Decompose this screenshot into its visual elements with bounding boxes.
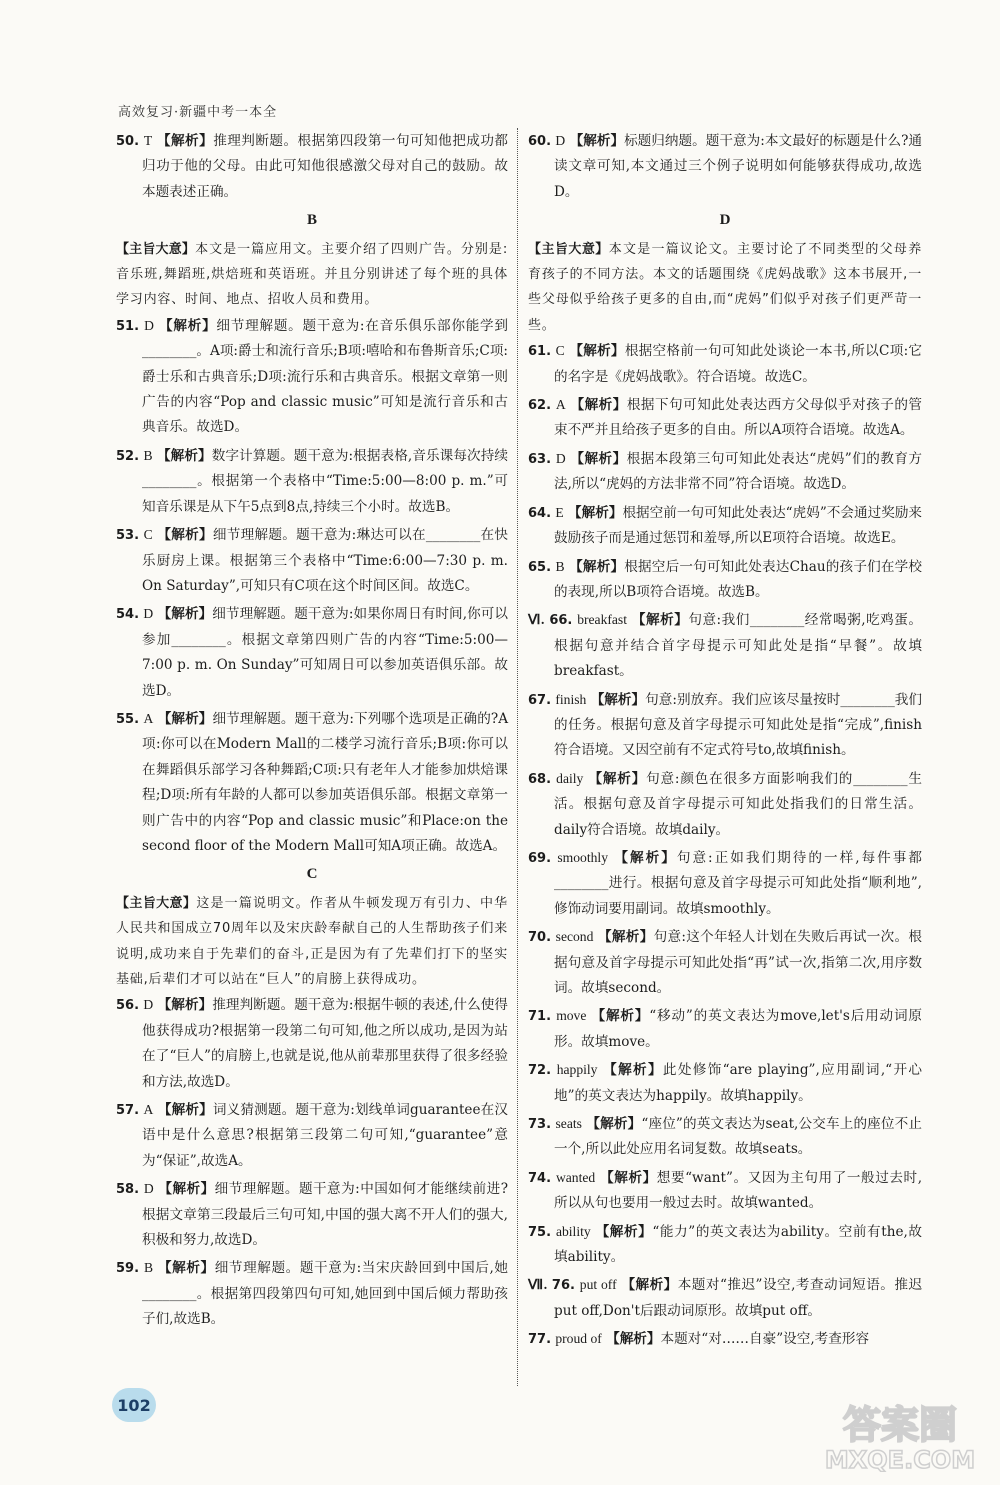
analysis-tag: 【解析】 (157, 1260, 215, 1277)
answer-item (116, 706, 508, 859)
explanation-text: “能力”的英文表达为ability。空前有the,故填ability。 (554, 1223, 923, 1266)
answer-item (528, 845, 922, 922)
answer-key: second (555, 929, 594, 945)
question-number: 71. (528, 1009, 552, 1025)
answer-key: E (555, 504, 564, 520)
analysis-tag: 【解析】 (157, 606, 213, 623)
section-heading: D (719, 212, 731, 229)
question-number: 54. (116, 607, 140, 623)
answer-key: wanted (555, 1169, 596, 1185)
answer-key: put off (579, 1277, 617, 1293)
explanation-text: 细节理解题。题干意为:琳达可以在________在快乐厨房上课。根据第三个表格中“Time:6:00—7:30 p. m. On Saturday”,可知只有C项在这个时间区间。故选C。 (142, 527, 508, 594)
passage-summary (116, 891, 508, 993)
analysis-tag: 【解析】 (569, 343, 625, 360)
explanation-text: 推理判断题。根据第四段第一句可知他把成功都归功于他的父母。由此可知他很感激父母对自己的鼓励。故本题表述正确。 (142, 133, 509, 200)
analysis-tag: 【解析】 (569, 558, 625, 575)
analysis-tag: 【解析】 (568, 504, 623, 521)
answer-key: proud of (555, 1331, 602, 1347)
answer-item (528, 1111, 922, 1163)
explanation-text: 词义猜测题。题干意为:划线单词guarantee在汉语中是什么意思?根据第三段第二句可知,“guarantee”意为“保证”,故选A。 (142, 1102, 508, 1169)
analysis-tag: 【解析】 (591, 1008, 650, 1025)
answer-key: D (143, 1181, 154, 1197)
analysis-tag: 【解析】 (586, 1116, 642, 1133)
question-number: 73. (528, 1117, 552, 1133)
explanation-text: 标题归纳题。题干意为:本文最好的标题是什么?通读文章可知,本文通过三个例子说明如何能够获得成功,故选D。 (554, 133, 922, 200)
answer-key: B (143, 1260, 154, 1276)
summary-tag: 【主旨大意】 (528, 241, 609, 257)
question-number: 52. (116, 448, 140, 464)
part-numeral: Ⅵ. (528, 612, 545, 628)
question-number: 64. (528, 505, 552, 521)
part-numeral: Ⅶ. (528, 1277, 548, 1293)
analysis-tag: 【解析】 (157, 1102, 213, 1119)
explanation-text: “座位”的英文表达为seat,公交车上的座位不止一个,所以此处应用名词复数。故填seats。 (554, 1116, 922, 1158)
passage-summary (528, 237, 922, 339)
explanation-text: 根据空前一句可知此处表达“虎妈”不会通过奖励来鼓励孩子而是通过惩罚和羞辱,所以E项符合语境。故选E。 (554, 504, 923, 547)
explanation-text: 本题对“对……自豪”设空,考查形容 (660, 1331, 870, 1348)
answer-item (116, 992, 508, 1095)
answer-item (116, 128, 508, 205)
explanation-text: “移动”的英文表达为move,let's后用动词原形。故填move。 (554, 1008, 922, 1050)
analysis-tag: 【解析】 (159, 317, 217, 334)
answer-item (528, 554, 922, 606)
explanation-text: 此处修饰“are playing”,应用副词,“开心地”的英文表达为happily。故填happily。 (554, 1062, 922, 1104)
answer-key: D (144, 317, 154, 333)
analysis-tag: 【解析】 (631, 612, 689, 629)
explanation-text: 想要“want”。又因为主句用了一般过去时,所以从句也要用一般过去时。故填wanted。 (554, 1169, 923, 1212)
answer-item (528, 392, 922, 444)
watermark-top: 答案圈 (842, 1403, 958, 1447)
explanation-text: 推理判断题。题干意为:根据牛顿的表述,什么使得他获得成功?根据第一段第二句可知,他之所以成功,是因为站在了“巨人”的肩膀上,也就是说,他从前辈那里获得了很多经验和方法,故选D。 (142, 997, 508, 1090)
explanation-text: 数字计算题。题干意为:根据表格,音乐课每次持续________。根据第一个表格中“Time:5:00—8:00 p. m.”可知音乐课是从下午5点到8点,持续三个小时。故选B。 (142, 447, 509, 515)
explanation-text: 句意:别放弃。我们应该尽量按时________我们的任务。根据句意及首字母提示可知此处是指“完成”,finish符合语境。又因空前有不定式符号to,故填finish。 (554, 691, 922, 759)
summary-tag: 【主旨大意】 (116, 895, 197, 911)
answer-key: A (143, 710, 154, 726)
analysis-tag: 【解析】 (603, 1062, 663, 1079)
summary-text: 这是一篇说明文。作者从牛顿发现万有引力、中华人民共和国成立70周年以及宋庆龄奉献自己的人生帮助孩子们来说明,成功来自于先辈们的奋斗,正是因为有了先辈们打下的坚实基础,后辈们才可以站在“巨人”的肩膀上获得成功。 (116, 895, 508, 987)
answer-item (528, 338, 922, 390)
question-number: 70. (528, 930, 552, 946)
analysis-tag: 【解析】 (156, 447, 212, 464)
answer-item (528, 1165, 922, 1217)
question-number: 77. (528, 1332, 552, 1348)
question-number: 60. (528, 134, 552, 149)
column-divider (517, 128, 518, 1386)
answer-item (528, 128, 922, 205)
question-number: 76. (551, 1278, 575, 1294)
explanation-text: 细节理解题。题干意为:当宋庆龄回到中国后,她________。根据第四段第四句可知,她回到中国后倾力帮助孩子们,故选B。 (142, 1260, 508, 1328)
question-number: 72. (528, 1063, 552, 1079)
section-heading: B (306, 212, 317, 229)
analysis-tag: 【解析】 (157, 997, 213, 1014)
question-number: 75. (528, 1224, 552, 1240)
question-number: 69. (528, 850, 552, 866)
analysis-tag: 【解析】 (570, 397, 627, 414)
explanation-text: 句意:颜色在很多方面影响我们的________生活。根据句意及首字母提示可知此处指我们的日常生活。daily符合语境。故填daily。 (554, 770, 922, 838)
answer-key: seats (555, 1116, 582, 1132)
answer-item (528, 500, 922, 552)
explanation-text: 细节理解题。题干意为:中国如何才能继续前进?根据文章第三段最后三句可知,中国的强大离不开人们的强大,积极和努力,故选D。 (142, 1181, 508, 1249)
question-number: 53. (116, 528, 140, 544)
answer-key: breakfast (577, 612, 628, 628)
answer-key: daily (556, 770, 584, 786)
answer-key: D (555, 133, 566, 148)
analysis-tag: 【解析】 (570, 450, 627, 467)
answer-item (116, 1176, 508, 1253)
answer-key: B (555, 558, 565, 574)
explanation-text: 根据本段第三句可知此处表达“虎妈”们的教育方法,所以“虎妈的方法非常不同”符合语境。故选D。 (554, 450, 922, 493)
question-number: 67. (528, 692, 552, 708)
summary-text: 本文是一篇议论文。主要讨论了不同类型的父母养育孩子的不同方法。本文的话题围绕《虎妈战歌》这本书展开,一些父母似乎给孩子更多的自由,而“虎妈”们似乎对孩子们更严苛一些。 (528, 241, 922, 333)
answer-item (528, 766, 922, 843)
section-heading: C (306, 866, 318, 883)
passage-summary (116, 237, 508, 313)
explanation-text: 细节理解题。题干意为:下列哪个选项是正确的?A项:你可以在Modern Mall的二楼学习流行音乐;B项:你可以在舞蹈俱乐部学习各种舞蹈;C项:只有老年人才能参加烘焙课程;D项:所有年龄的人都可以参加英语俱乐部。根据文章第一则广告中的内容“Pop and classic music”和Place:on the second floor of the Modern Mall可知A项正确。故选A。 (142, 710, 509, 854)
explanation-text: 细节理解题。题干意为:如果你周日有时间,你可以参加________。根据文章第四则广告的内容“Time:5:00—7:00 p. m. On Sunday”可知周日可以参加英语俱乐部。故选D。 (142, 606, 508, 699)
watermark-logo (800, 1392, 990, 1472)
answer-key: B (143, 447, 153, 463)
question-number: 65. (528, 559, 552, 575)
analysis-tag: 【解析】 (598, 929, 654, 946)
analysis-tag: 【解析】 (588, 770, 647, 787)
question-number: 57. (116, 1103, 140, 1119)
analysis-tag: 【解析】 (595, 1223, 653, 1240)
summary-text: 本文是一篇应用文。主要介绍了四则广告。分别是:音乐班,舞蹈班,烘焙班和英语班。并且分别讲述了每个班的具体学习内容、时间、地点、招收人员和费用。 (116, 241, 508, 308)
answer-key: C (555, 343, 565, 359)
answer-key: move (556, 1008, 587, 1024)
analysis-tag: 【解析】 (590, 691, 646, 708)
watermark-bottom: MXQE.COM (824, 1446, 976, 1472)
answer-item (528, 1272, 922, 1324)
left-column (116, 128, 508, 1335)
answer-key: T (143, 133, 153, 148)
question-number: 55. (116, 711, 140, 727)
answer-item (116, 313, 508, 441)
answer-item (528, 1219, 922, 1271)
answer-item (528, 1003, 922, 1055)
analysis-tag: 【解析】 (158, 1181, 215, 1198)
answer-item (116, 601, 508, 704)
question-number: 66. (549, 613, 573, 629)
explanation-text: 句意:这个年轻人计划在失败后再试一次。根据句意及首字母提示可知此处指“再”试一次,指第二次,用序数词。故填second。 (554, 929, 922, 996)
answer-key: ability (555, 1223, 591, 1239)
answer-item (116, 443, 508, 520)
question-number: 62. (528, 398, 552, 414)
explanation-text: 细节理解题。题干意为:在音乐俱乐部你能学到________。A项:爵士和流行音乐;B项:嘻哈和布鲁斯音乐;C项:爵士乐和古典音乐;D项:流行乐和古典音乐。根据文章第一则广告的内容“Pop and classic music”可知是流行音乐和古典音乐。故选D。 (142, 317, 508, 436)
answer-key: smoothly (557, 849, 608, 865)
analysis-tag: 【解析】 (606, 1331, 661, 1348)
analysis-tag: 【解析】 (157, 710, 213, 727)
question-number: 74. (528, 1170, 552, 1186)
question-number: 51. (116, 318, 140, 334)
answer-key: A (555, 397, 566, 413)
answer-item (528, 446, 922, 498)
question-number: 58. (116, 1182, 140, 1198)
page-number-badge: 102 (112, 1388, 156, 1422)
running-header: 高效复习·新疆中考一本全 (118, 105, 278, 120)
question-number: 59. (116, 1261, 140, 1277)
answer-item (528, 607, 922, 684)
explanation-text: 本题对“推迟”设空,考查动词短语。推迟put off,Don't后跟动词原形。故填put off。 (554, 1277, 923, 1319)
explanation-text: 句意:我们________经常喝粥,吃鸡蛋。根据句意并结合首字母提示可知此处是指“早餐”。故填breakfast。 (554, 612, 923, 680)
answer-key: happily (556, 1062, 598, 1078)
answer-item (116, 1097, 508, 1174)
answer-key: D (143, 997, 154, 1013)
question-number: 61. (528, 344, 552, 360)
answer-item (528, 687, 922, 764)
analysis-tag: 【解析】 (614, 849, 677, 866)
explanation-text: 句意:正如我们期待的一样,每件事都________进行。根据句意及首字母提示可知此处指“顺利地”,修饰动词要用副词。故填smoothly。 (554, 849, 923, 917)
answer-item (116, 522, 508, 599)
question-number: 68. (528, 771, 552, 787)
answer-key: A (143, 1102, 154, 1118)
answer-key: finish (555, 691, 587, 707)
explanation-text: 根据下句可知此处表达西方父母似乎对孩子的管束不严并且给孩子更多的自由。所以A项符合语境。故选A。 (554, 397, 923, 439)
analysis-tag: 【解析】 (156, 133, 214, 149)
answer-key: D (143, 606, 154, 622)
right-column (528, 128, 922, 1355)
analysis-tag: 【解析】 (569, 133, 625, 149)
explanation-text: 根据空格前一句可知此处谈论一本书,所以C项:它的名字是《虎妈战歌》。符合语境。故选C。 (554, 343, 923, 385)
answer-item (528, 1057, 922, 1109)
question-number: 63. (528, 451, 552, 467)
answer-item (528, 924, 922, 1001)
analysis-tag: 【解析】 (600, 1169, 657, 1186)
question-number: 50. (116, 134, 140, 149)
answer-key: C (143, 527, 153, 543)
analysis-tag: 【解析】 (157, 527, 213, 544)
summary-tag: 【主旨大意】 (116, 241, 196, 257)
answer-item (528, 1326, 922, 1352)
answer-key: D (555, 450, 566, 466)
explanation-text: 根据空后一句可知此处表达Chau的孩子们在学校的表现,所以B项符合语境。故选B。 (554, 558, 923, 600)
question-number: 56. (116, 998, 140, 1014)
answer-item (116, 1255, 508, 1332)
analysis-tag: 【解析】 (621, 1277, 678, 1294)
